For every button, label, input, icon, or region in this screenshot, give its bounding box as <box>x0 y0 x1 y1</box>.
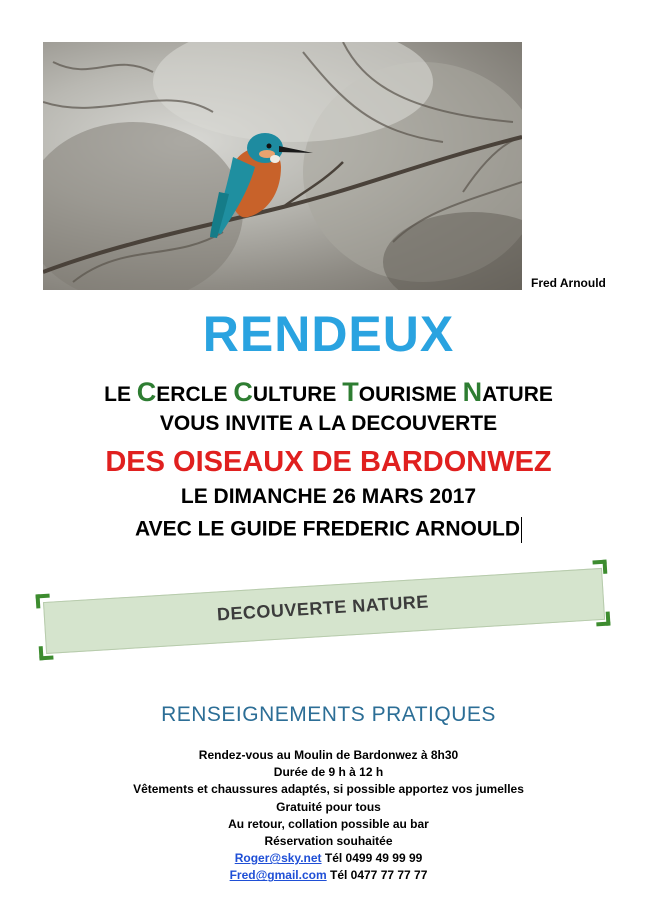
event-title: DES OISEAUX DE BARDONWEZ <box>105 446 552 478</box>
org-initial-c2: C <box>233 377 253 407</box>
kingfisher-illustration <box>43 42 522 290</box>
info-price: Gratuité pour tous <box>276 799 381 814</box>
org-word-3: OURISME <box>358 383 463 406</box>
contact-email-link[interactable]: Roger@sky.net <box>234 851 322 866</box>
guide-line <box>0 517 657 543</box>
org-initial-t: T <box>342 377 359 407</box>
discovery-banner <box>36 568 610 653</box>
org-initial-n: N <box>462 377 483 407</box>
org-initial-c1: C <box>136 377 157 407</box>
banner-corner-icon <box>592 560 607 575</box>
organizer-prefix: LE <box>104 383 137 406</box>
info-equipment: Vêtements et chaussures adaptés, si possible apportez vos jumelles <box>133 782 524 797</box>
org-word-4: ATURE <box>482 383 553 406</box>
practical-info <box>0 747 657 885</box>
info-refreshment: Au retour, collation possible au bar <box>228 816 429 831</box>
contact-phone: Tél 0477 77 77 77 <box>326 868 428 883</box>
text-cursor <box>521 517 522 543</box>
banner-label: DECOUVERTE NATURE <box>216 591 430 625</box>
contact-phone: Tél 0499 49 99 99 <box>321 851 423 866</box>
organizer-line <box>0 377 657 408</box>
kingfisher-photo <box>43 42 522 290</box>
banner-corner-icon <box>36 594 51 609</box>
info-reservation: Réservation souhaitée <box>264 834 393 849</box>
org-word-1: ERCLE <box>156 383 234 406</box>
invite-line: VOUS INVITE A LA DECOUVERTE <box>159 412 498 435</box>
contact-fred <box>0 867 657 884</box>
contact-email-link[interactable]: Fred@gmail.com <box>229 868 327 883</box>
banner-corner-icon <box>39 646 54 661</box>
photo-credit: Fred Arnould <box>531 276 606 290</box>
banner-corner-icon <box>596 612 611 627</box>
event-date: LE DIMANCHE 26 MARS 2017 <box>180 485 477 508</box>
info-meeting-point: Rendez-vous au Moulin de Bardonwez à 8h30 <box>198 748 459 762</box>
contact-roger <box>0 850 657 867</box>
org-word-2: ULTURE <box>252 383 343 406</box>
practical-info-title: RENSEIGNEMENTS PRATIQUES <box>161 703 496 726</box>
guide-text: AVEC LE GUIDE FREDERIC ARNOULD <box>134 517 520 541</box>
city-title: RENDEUX <box>202 306 455 362</box>
info-duration: Durée de 9 h à 12 h <box>273 765 384 780</box>
